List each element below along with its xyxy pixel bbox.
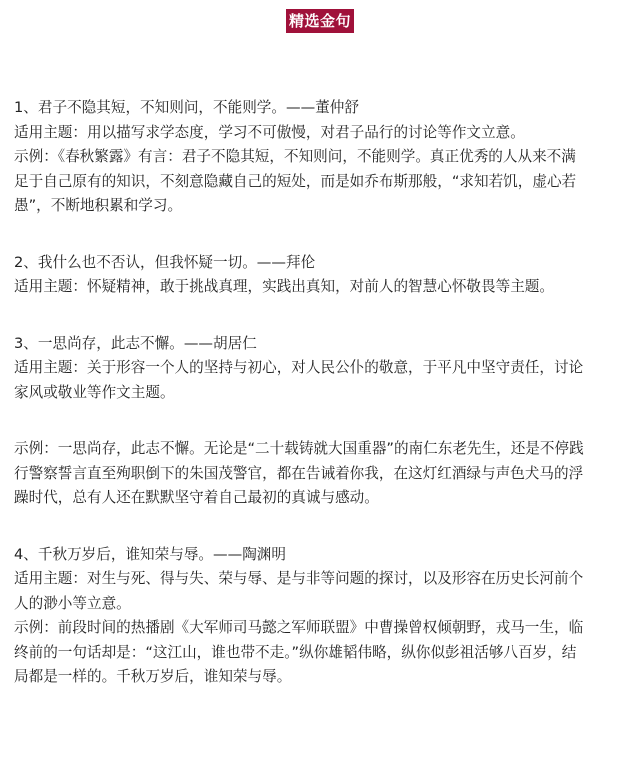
quote-example-line: 示例：前段时间的热播剧《大军师司马懿之军师联盟》中曹操曾权倾朝野，戎马一生，临 [14,619,584,636]
quote-theme: 适用主题：怀疑精神，敢于挑战真理，实践出真知，对前人的智慧心怀敬畏等主题。 [14,278,554,295]
quote-example-line: 局都是一样的。千秋万岁后，谁知荣与辱。 [14,668,292,685]
quote-heading: 3、一思尚存，此志不懈。——胡居仁 [14,334,257,352]
quote-theme-line: 适用主题：对生与死、得与失、荣与辱、是与非等问题的探讨，以及形容在历史长河前个 [14,570,584,587]
quote-example-line: 足于自己原有的知识，不刻意隐藏自己的短处，而是如乔布斯那般，“求知若饥，虚心若 [14,172,577,190]
quote-theme-line: 人的渺小等立意。 [14,594,131,612]
quote-theme-line: 适用主题：关于形容一个人的坚持与初心，对人民公仆的敬意，于平凡中坚守责任，讨论 [14,359,584,376]
title-container [0,9,640,33]
quote-example-line: 示例：一思尚存，此志不懈。无论是“二十载铸就大国重器”的南仁东老先生，还是不停践 [14,440,584,457]
quote-example-line: 示例：《春秋繁露》有言：君子不隐其短，不知则问，不能则学。真正优秀的人从来不满 [14,148,576,165]
quote-example-line: 愚”，不断地积累和学习。 [14,197,183,214]
quote-example-line: 躁时代，总有人还在默默坚守着自己最初的真诚与感动。 [14,489,379,506]
quote-heading: 2、我什么也不否认，但我怀疑一切。——拜伦 [14,253,316,271]
quote-block-4 [14,543,626,690]
spacer [14,511,626,543]
page-title: 精选金句 [286,9,354,33]
quote-theme: 适用主题：用以描写求学态度，学习不可傲慢，对君子品行的讨论等作文立意。 [14,123,525,141]
spacer [14,405,626,437]
quote-theme-line: 家风或敬业等作文主题。 [14,383,175,401]
spacer [14,219,626,251]
quote-block-1 [14,96,626,219]
spacer [14,300,626,332]
quote-block-3 [14,332,626,511]
quote-heading: 1、君子不隐其短，不知则问，不能则学。——董仲舒 [14,99,359,116]
quote-example-line: 行警察誓言直至殉职倒下的朱国茂警官，都在告诫着你我，在这灯红酒绿与声色犬马的浮 [14,464,584,482]
quote-heading: 4、千秋万岁后，谁知荣与辱。——陶渊明 [14,545,286,563]
quote-example-line: 终前的一句话却是：“这江山，谁也带不走。”纵你雄韬伟略，纵你似彭祖活够八百岁，结 [14,643,577,661]
article-body [14,96,626,690]
quote-block-2 [14,251,626,300]
